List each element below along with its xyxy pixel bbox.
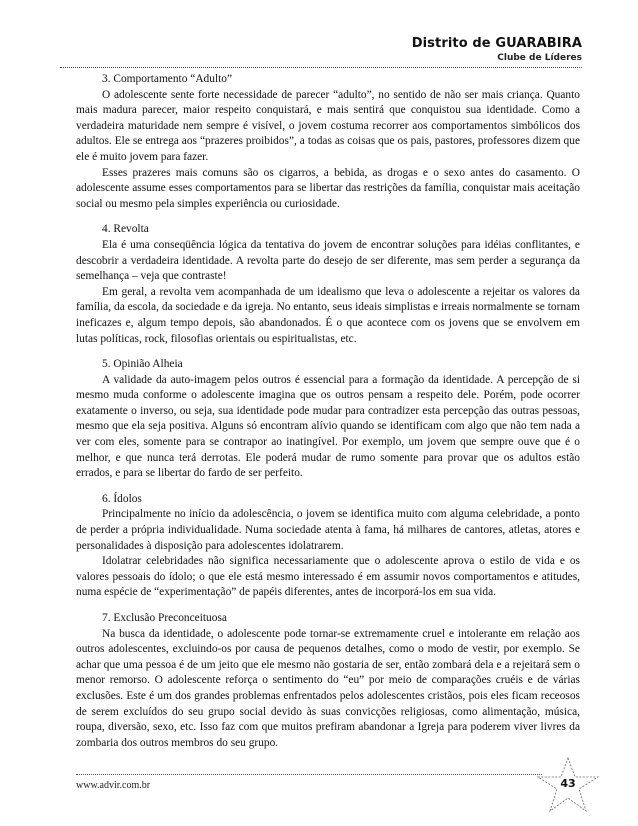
header-subtitle: Clube de Líderes	[497, 53, 582, 63]
section-heading: 7. Exclusão Preconceituosa	[102, 612, 227, 624]
paragraph: Ela é uma conseqüência lógica da tentativa do jovem de encontrar soluções para idéias conflitantes, e descobrir a verdadeira identidade. A revolta parte do desejo de ser diferente, mas sem perder a segurança da semelhança – veja que contraste!	[76, 238, 580, 283]
section-heading: 3. Comportamento “Adulto”	[102, 73, 233, 85]
paragraph: O adolescente sente forte necessidade de parecer “adulto”, no sentido de não ser mais criança. Quanto mais madura parecer, maior respeito conquistará, e mais sentirá que conquistou sua identidade. Como a verdadeira maturidade nem sempre é visível, o jovem costuma recorrer aos comportamentos simbólicos dos adultos. Ele se entrega aos “prazeres proibidos”, a todas as coisas que os pais, pastores, professores dizem que ele é muito jovem para fazer.	[76, 88, 580, 163]
paragraph: Principalmente no início da adolescência, o jovem se identifica muito com alguma celebridade, a ponto de perder a própria individualidade. Numa sociedade atenta à fama, há milhares de cantores, atletas, atores e personalidades à disposição para adolescentes idolatrarem.	[76, 508, 580, 552]
paragraph: Na busca da identidade, o adolescente pode tornar-se extremamente cruel e intolerante em relação aos outros adolescentes, excluindo-os por causa de pequenos detalhes, como o modo de vestir, por exemplo. Se achar que uma pessoa é de um jeito que ele mesmo não gostaria de ser, então zombará dela e a rejeitará sem o menor remorso. O adolescente reforça o sentimento do “eu” por meio de comparações cruéis e de várias exclusões. Este é um dos grandes problemas enfrentados pelos adolescentes cristãos, pois eles ficam receosos de serem excluídos do seu grupo social devido às suas convicções religiosas, como alimentação, música, roupa, diversão, sexo, etc. Isso faz com que muitos prefiram abandonar a Igreja para poderem viver livres da zombaria dos outros membros do seu grupo.	[76, 627, 580, 749]
header-divider	[60, 67, 582, 68]
section-heading: 6. Ídolos	[102, 492, 142, 505]
section-heading: 4. Revolta	[102, 223, 149, 236]
paragraph: Esses prazeres mais comuns são os cigarros, a bebida, as drogas e o sexo antes do casamento. O adolescente assume esses comportamentos para se libertar das restrições da família, conquistar mais aceitação social ou mesmo pela simples experiência ou curiosidade.	[76, 166, 580, 210]
header-title: Distrito de GUARABIRA	[411, 36, 582, 51]
paragraph: Em geral, a revolta vem acompanhada de um idealismo que leva o adolescente a rejeitar os valores da família, da escola, da sociedade e da igreja. No entanto, seus ideais simplistas e irreais normalmente se tornam ineficazes e, algum tempo depois, são abandonados. É o que acontece com os jovens que se envolvem em lutas políticas, rock, filosofias orientais ou espiritualistas, etc.	[76, 285, 580, 345]
paragraph: Idolatrar celebridades não significa necessariamente que o adolescente aprova o estilo de vida e os valores pessoais do ídolo; o que ele está mesmo interessado é em assumir novos comportamentos e atitudes, numa espécie de “experimentação” de papéis diferentes, antes de incorporá-los em sua vida.	[76, 555, 580, 599]
paragraph: A validade da auto-imagem pelos outros é essencial para a formação da identidade. A percepção de si mesmo muda conforme o adolescente imagina que os outros pensam a respeito dele. Porém, pode ocorrer exatamente o inverso, ou seja, sua identidade pode mudar para contradizer esta percepção das outras pessoas, mesmo que ela seja positiva. Alguns só encontram alívio quando se identificam com algo que não tem nada a ver com eles, somente para se contrapor ao inatingível. Por exemplo, um jovem que sempre ouve que é o melhor, e que nunca terá derrotas. Ele poderá mudar de rumo somente para provar que os adultos estão errados, e para se libertar do fardo de ser perfeito.	[76, 373, 580, 480]
section-heading: 5. Opinião Alheia	[102, 358, 183, 371]
page-number: 43	[560, 777, 576, 790]
footer-url: www.advir.com.br	[76, 780, 151, 791]
footer-divider	[76, 774, 542, 775]
document-body	[76, 72, 580, 751]
